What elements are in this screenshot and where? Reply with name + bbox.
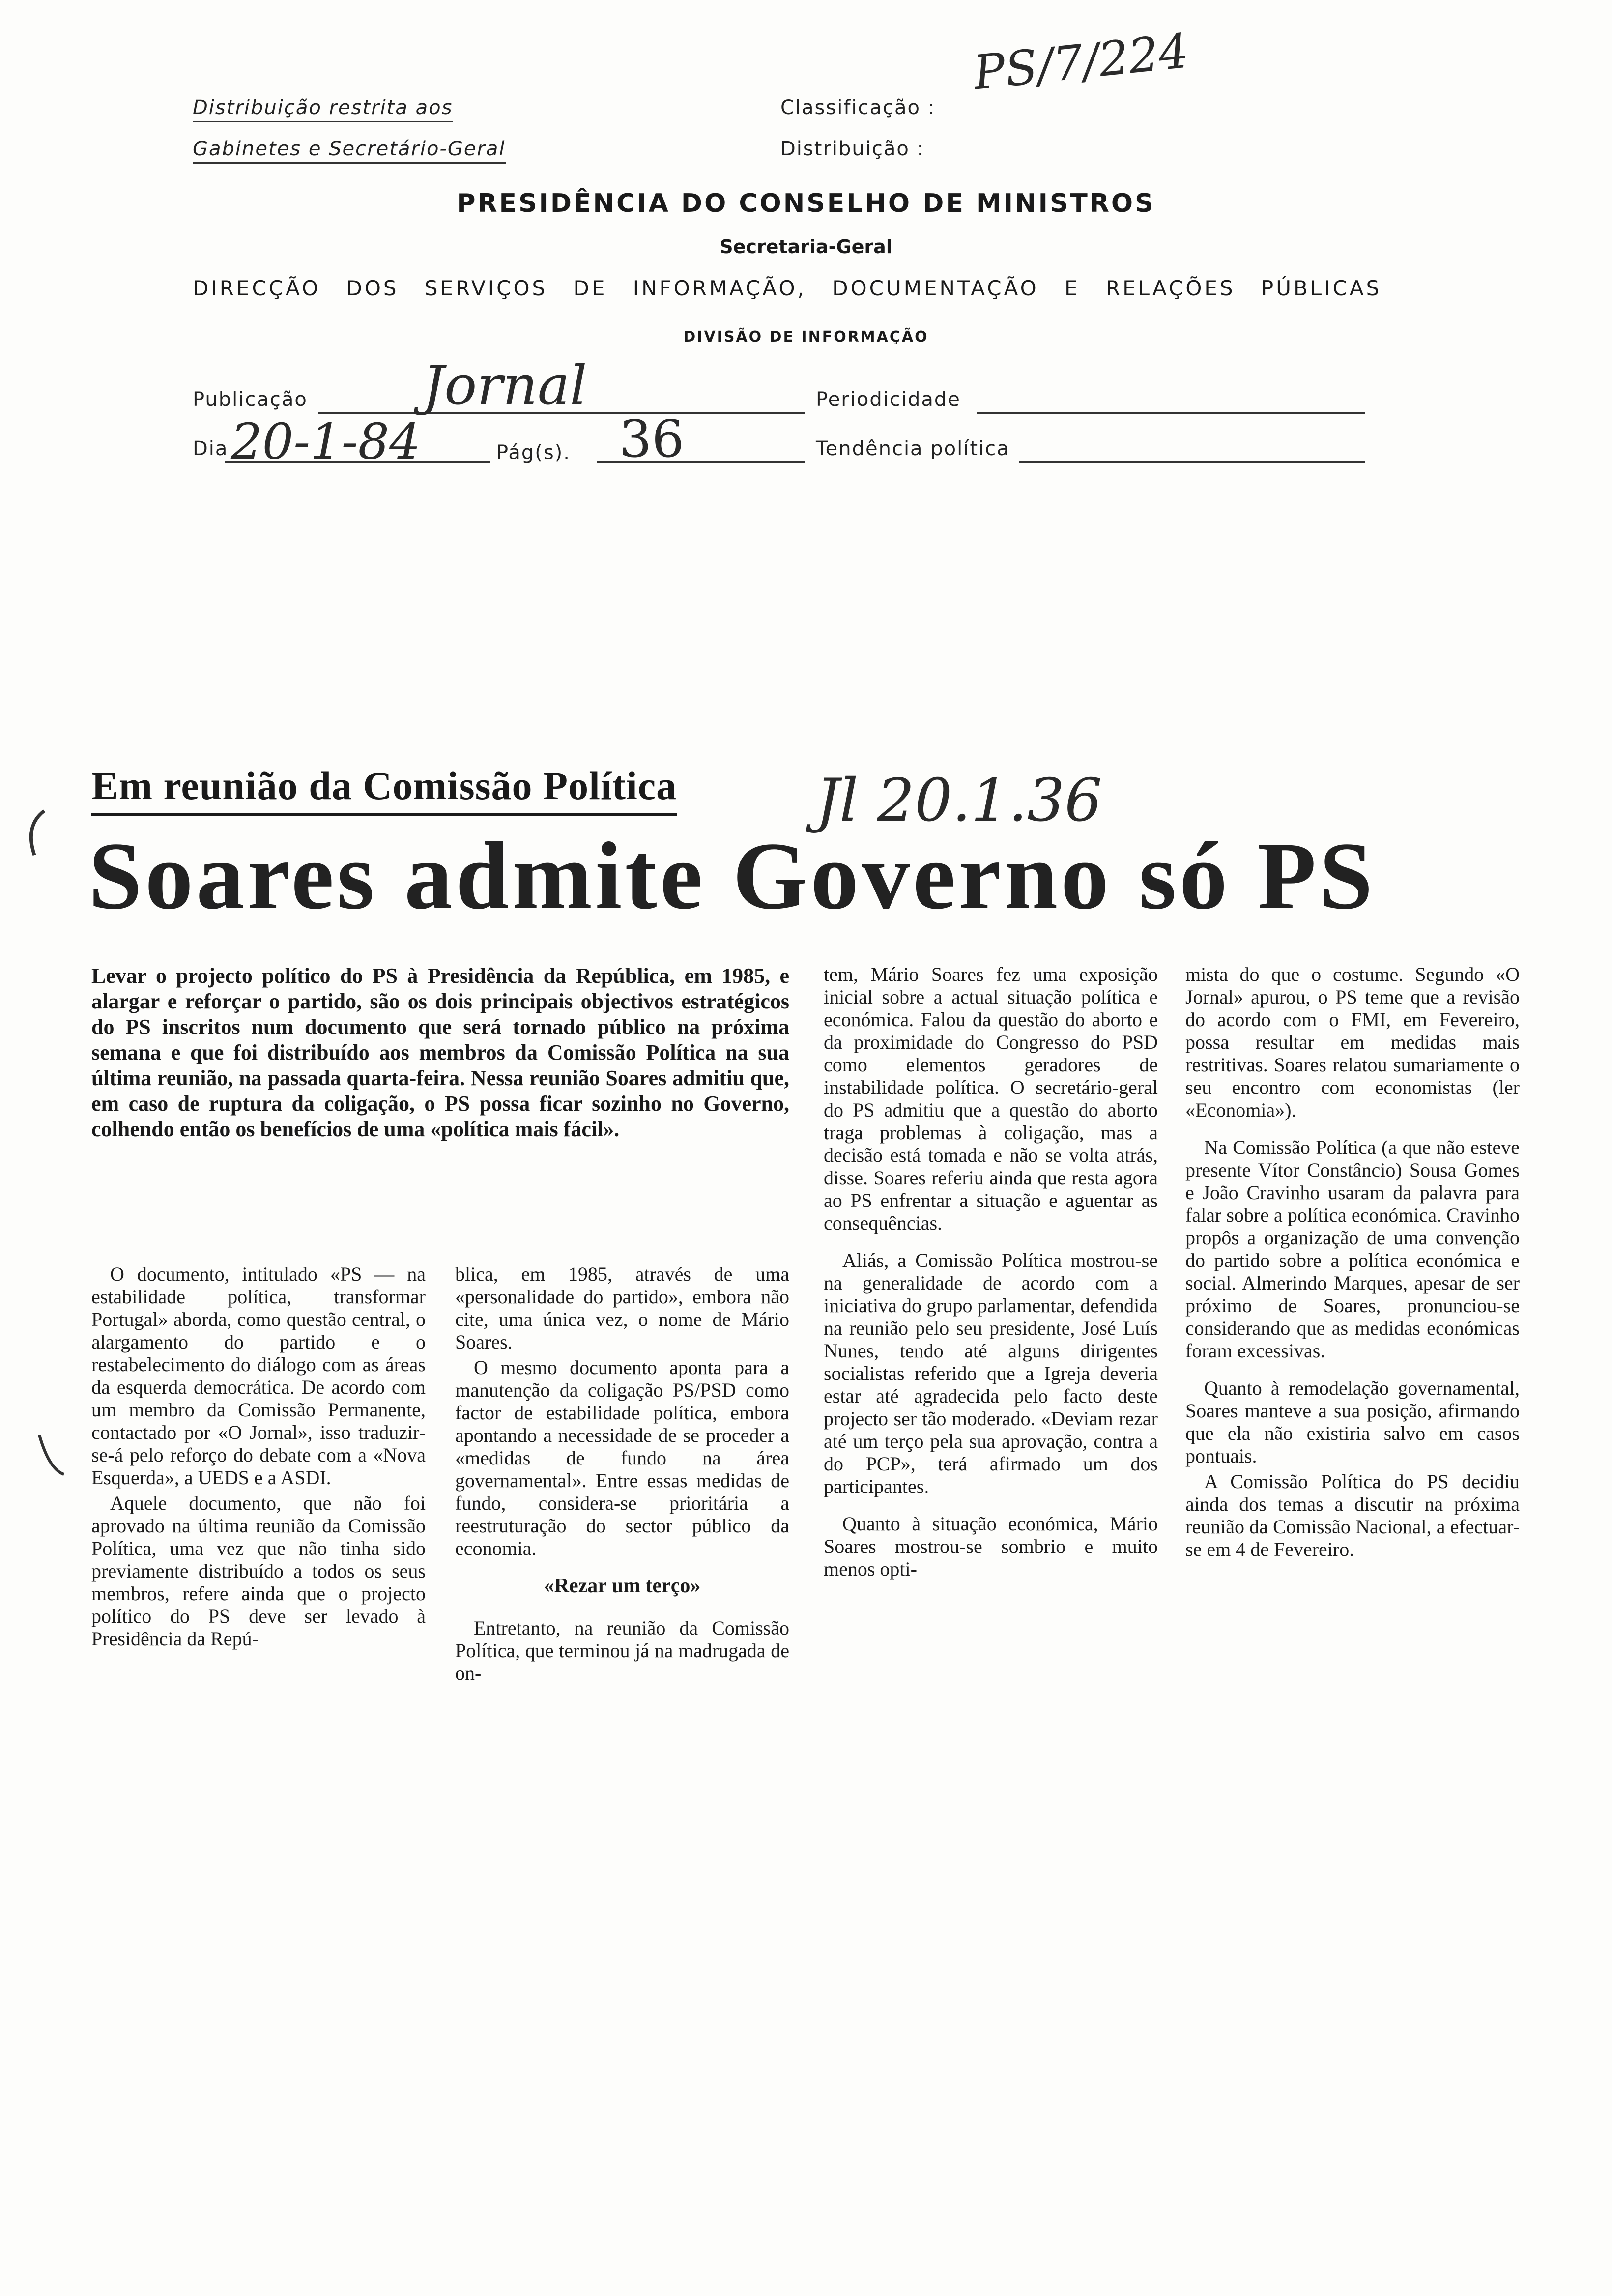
dia-handwritten: 20-1-84 xyxy=(231,413,421,470)
periodicidade-label: Periodicidade xyxy=(816,388,961,411)
col4-paragraph-3: Quanto à remodelação governamental, Soares manteve a sua posição, afirmando que ela não existiria salvo em casos pontuais. xyxy=(1185,1377,1520,1467)
article-column-4 xyxy=(1185,963,1520,1564)
publicacao-label: Publicação xyxy=(193,388,308,411)
col3-paragraph-3: Quanto à situação económica, Mário Soares mostrou-se sombrio e muito menos opti- xyxy=(824,1513,1158,1580)
article-column-3 xyxy=(824,963,1158,1583)
col1-paragraph-1: O documento, intitulado «PS — na estabilidade política, transformar Portugal» aborda, como questão central, o alargamento do partido e o restabelecimento do diálogo com as áreas da esquerda democrática. De acordo com um membro da Comissão Permanente, contactado por «O Jornal», isso traduzir-se-á pelo reforço do debate com a «Nova Esquerda», a UEDS e a ASDI. xyxy=(91,1263,426,1489)
handwritten-archive-code: PS/7/224 xyxy=(971,23,1192,101)
col2-paragraph-2: O mesmo documento aponta para a manutenção da coligação PS/PSD como factor de estabilidade política, embora apontando a necessidade de se proceder a «medidas de fundo na área governamental». Entre essas medidas de fundo, considera-se prioritária a reestruturação do sector público da economia. xyxy=(455,1356,789,1559)
pags-handwritten: 36 xyxy=(619,409,685,469)
col2-subheading: «Rezar um terço» xyxy=(544,1575,701,1597)
tendencia-label: Tendência política xyxy=(816,437,1010,460)
col2-paragraph-1: blica, em 1985, através de uma «personalidade do partido», embora não cite, uma única vez, o nome de Mário Soares. xyxy=(455,1263,789,1353)
col4-paragraph-4: A Comissão Política do PS decidiu ainda dos temas a discutir na próxima reunião da Comissão Nacional, a efectuar-se em 4 de Fevereiro. xyxy=(1185,1470,1520,1560)
col4-paragraph-1: mista do que o costume. Segundo «O Jornal» apurou, o PS teme que a revisão do acordo com o FMI, em Fevereiro, possa resultar em medidas mais restritivas. Soares relatou sumariamente o seu encontro com economistas (ler «Economia»). xyxy=(1185,963,1520,1121)
col4-paragraph-2: Na Comissão Política (a que não esteve presente Vítor Constâncio) Sousa Gomes e João Cravinho usaram da palavra para falar sobre a política económica. Cravinho propôs a organização de uma convenção do partido sobre a política económica e social. Almerindo Marques, apesar de ser próximo de Soares, pronunciou-se considerando que as medidas económicas foram excessivas. xyxy=(1185,1136,1520,1362)
article-lead: Levar o projecto político do PS à Presidência da República, em 1985, e alargar e reforçar o partido, são os dois principais objectivos estratégicos do PS inscritos num documento que será tornado público na próxima semana e que foi distribuído aos membros da Comissão Política na sua última reunião, na passada quarta-feira. Nessa reunião Soares admitiu que, em caso de ruptura da coligação, o PS possa ficar sozinho no Governo, colhendo então os benefícios de uma «política mais fácil». xyxy=(91,964,789,1141)
article-kicker: Em reunião da Comissão Política xyxy=(91,763,677,816)
distribuicao-label: Distribuição : xyxy=(780,138,925,160)
distribution-restricted-line2: Gabinetes e Secretário-Geral xyxy=(193,138,506,160)
institution-title: PRESIDÊNCIA DO CONSELHO DE MINISTROS xyxy=(457,189,1155,218)
margin-bracket-mark-middle xyxy=(29,1425,69,1484)
tendencia-blank xyxy=(1019,461,1365,463)
dia-label: Dia xyxy=(193,437,229,460)
division-title: DIVISÃO DE INFORMAÇÃO xyxy=(683,328,929,345)
col2-paragraph-3: Entretanto, na reunião da Comissão Política, que terminou já na madrugada de on- xyxy=(455,1617,789,1684)
article-column-2 xyxy=(455,1263,789,1688)
distribution-restricted-line1: Distribuição restrita aos xyxy=(193,96,453,119)
direction-title: DIRECÇÃO DOS SERVIÇOS DE INFORMAÇÃO, DOCUMENTAÇÃO E RELAÇÕES PÚBLICAS xyxy=(193,276,1382,300)
publicacao-handwritten: Jornal xyxy=(423,354,587,417)
margin-bracket-mark-top xyxy=(15,806,54,865)
pags-label: Pág(s). xyxy=(496,441,571,464)
classificacao-label: Classificação : xyxy=(780,96,936,119)
article-headline: Soares admite Governo só PS xyxy=(88,823,1376,929)
handwritten-reference: Jl 20.1.36 xyxy=(816,767,1102,835)
col3-paragraph-2: Aliás, a Comissão Política mostrou-se na generalidade de acordo com a iniciativa do grupo parlamentar, defendida na reunião pelo seu presidente, José Luís Nunes, tendo até alguns dirigentes socialistas referido que a Igreja deveria estar até agradecida pelo facto deste projecto ser tão moderado. «Deviam rezar até um terço pela sua aprovação, contra a do PCP», terá afirmado um dos participantes. xyxy=(824,1249,1158,1497)
article-column-1 xyxy=(91,1263,426,1653)
col3-paragraph-1: tem, Mário Soares fez uma exposição inicial sobre a actual situação política e económica. Falou da questão do aborto e da proximidade do Congresso do PSD como elementos geradores de instabilidade política. O secretário-geral do PS admitiu que a questão do aborto traga problemas à coligação, mas a decisão está tomada e não se volta atrás, disse. Soares referiu ainda que resta agora ao PS enfrentar a situação e aguentar as consequências. xyxy=(824,963,1158,1234)
col1-paragraph-2: Aquele documento, que não foi aprovado na última reunião da Comissão Política, uma vez que não tinha sido previamente distribuído a todos os seus membros, refere ainda que o projecto político do PS deve ser levado à Presidência da Repú- xyxy=(91,1492,426,1650)
secretariat-title: Secretaria-Geral xyxy=(720,236,892,258)
periodicidade-blank xyxy=(977,412,1365,414)
